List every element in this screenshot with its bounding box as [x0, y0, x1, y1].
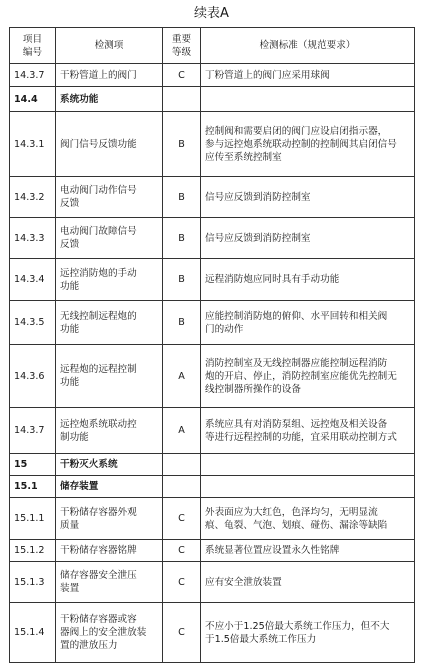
table-row [10, 498, 415, 540]
table-row [10, 540, 415, 562]
row-level: B [163, 177, 201, 218]
table-row [10, 64, 415, 87]
row-standard: 外表面应为大红色，色泽均匀，无明显流 痕、龟裂、气泡、划痕、碰伤、漏涂等缺陷 [201, 498, 415, 540]
row-id: 14.3.6 [10, 345, 56, 408]
row-id: 15.1.3 [10, 562, 56, 603]
section-id: 15 [10, 454, 56, 476]
row-item: 远控炮系统联动控 制功能 [56, 408, 163, 454]
row-id: 14.3.7 [10, 408, 56, 454]
row-standard: 系统显著位置应设置永久性铭牌 [201, 540, 415, 562]
row-item: 远程炮的远程控制 功能 [56, 345, 163, 408]
row-level: A [163, 345, 201, 408]
header-inspection-standard: 检测标准（规范要求） [201, 28, 415, 64]
table-row [10, 562, 415, 603]
table-row [10, 177, 415, 218]
row-id: 14.3.5 [10, 301, 56, 345]
section-standard-empty [201, 476, 415, 498]
section-row [10, 476, 415, 498]
row-item: 无线控制远程炮的 功能 [56, 301, 163, 345]
table-header-row [10, 28, 415, 64]
section-id: 14.4 [10, 87, 56, 112]
row-level: B [163, 259, 201, 301]
header-inspection-item: 检测项 [56, 28, 163, 64]
row-level: B [163, 301, 201, 345]
row-level: C [163, 498, 201, 540]
section-level-empty [163, 454, 201, 476]
row-id: 15.1.4 [10, 603, 56, 663]
section-level-empty [163, 87, 201, 112]
row-item: 远控消防炮的手动 功能 [56, 259, 163, 301]
row-item: 阀门信号反馈功能 [56, 112, 163, 177]
row-id: 15.1.2 [10, 540, 56, 562]
row-standard: 不应小于1.25倍最大系统工作压力，但不大 于1.5倍最大系统工作压力 [201, 603, 415, 663]
section-title: 储存装置 [56, 476, 163, 498]
table-row [10, 345, 415, 408]
row-id: 15.1.1 [10, 498, 56, 540]
row-id: 14.3.3 [10, 218, 56, 259]
section-title: 系统功能 [56, 87, 163, 112]
row-id: 14.3.2 [10, 177, 56, 218]
row-standard: 系统应具有对消防泵组、远控炮及相关设备 等进行远程控制的功能，宜采用联动控制方式 [201, 408, 415, 454]
table-row [10, 603, 415, 663]
row-item: 电动阀门动作信号 反馈 [56, 177, 163, 218]
table-row [10, 112, 415, 177]
row-level: A [163, 408, 201, 454]
section-row [10, 454, 415, 476]
row-level: B [163, 218, 201, 259]
table-row [10, 259, 415, 301]
row-item: 电动阀门故障信号 反馈 [56, 218, 163, 259]
section-id: 15.1 [10, 476, 56, 498]
row-level: C [163, 540, 201, 562]
header-item-id: 项目 编号 [10, 28, 56, 64]
section-level-empty [163, 476, 201, 498]
row-standard: 信号应反馈到消防控制室 [201, 218, 415, 259]
row-standard: 应有安全泄放装置 [201, 562, 415, 603]
section-standard-empty [201, 454, 415, 476]
section-title: 干粉灭火系统 [56, 454, 163, 476]
row-standard: 控制阀和需要启闭的阀门应设启闭指示器， 参与远控炮系统联动控制的控制阀其启闭信号 应传至系统控制室 [201, 112, 415, 177]
row-id: 14.3.4 [10, 259, 56, 301]
row-id: 14.3.7 [10, 64, 56, 87]
row-standard: 信号应反馈到消防控制室 [201, 177, 415, 218]
row-item: 干粉管道上的阀门 [56, 64, 163, 87]
row-id: 14.3.1 [10, 112, 56, 177]
row-level: C [163, 64, 201, 87]
header-importance-level: 重要 等级 [163, 28, 201, 64]
row-level: B [163, 112, 201, 177]
row-standard: 远程消防炮应同时具有手动功能 [201, 259, 415, 301]
row-level: C [163, 603, 201, 663]
table-caption: 续表A [194, 6, 229, 21]
row-standard: 丁粉管道上的阀门应采用球阀 [201, 64, 415, 87]
row-item: 储存容器安全泄压 装置 [56, 562, 163, 603]
row-level: C [163, 562, 201, 603]
row-item: 干粉储存容器外观 质量 [56, 498, 163, 540]
row-standard: 消防控制室及无线控制器应能控制远程消防 炮的开启、停止，消防控制室应能优先控制无 线控制器所操作的设备 [201, 345, 415, 408]
section-row [10, 87, 415, 112]
table-row [10, 408, 415, 454]
table-row [10, 301, 415, 345]
row-standard: 应能控制消防炮的俯仰、水平回转和相关阀 门的动作 [201, 301, 415, 345]
row-item: 干粉储存容器或容 器阀上的安全泄放装 置的泄放压力 [56, 603, 163, 663]
section-standard-empty [201, 87, 415, 112]
row-item: 干粉储存容器铭牌 [56, 540, 163, 562]
inspection-table [9, 27, 415, 663]
table-row [10, 218, 415, 259]
